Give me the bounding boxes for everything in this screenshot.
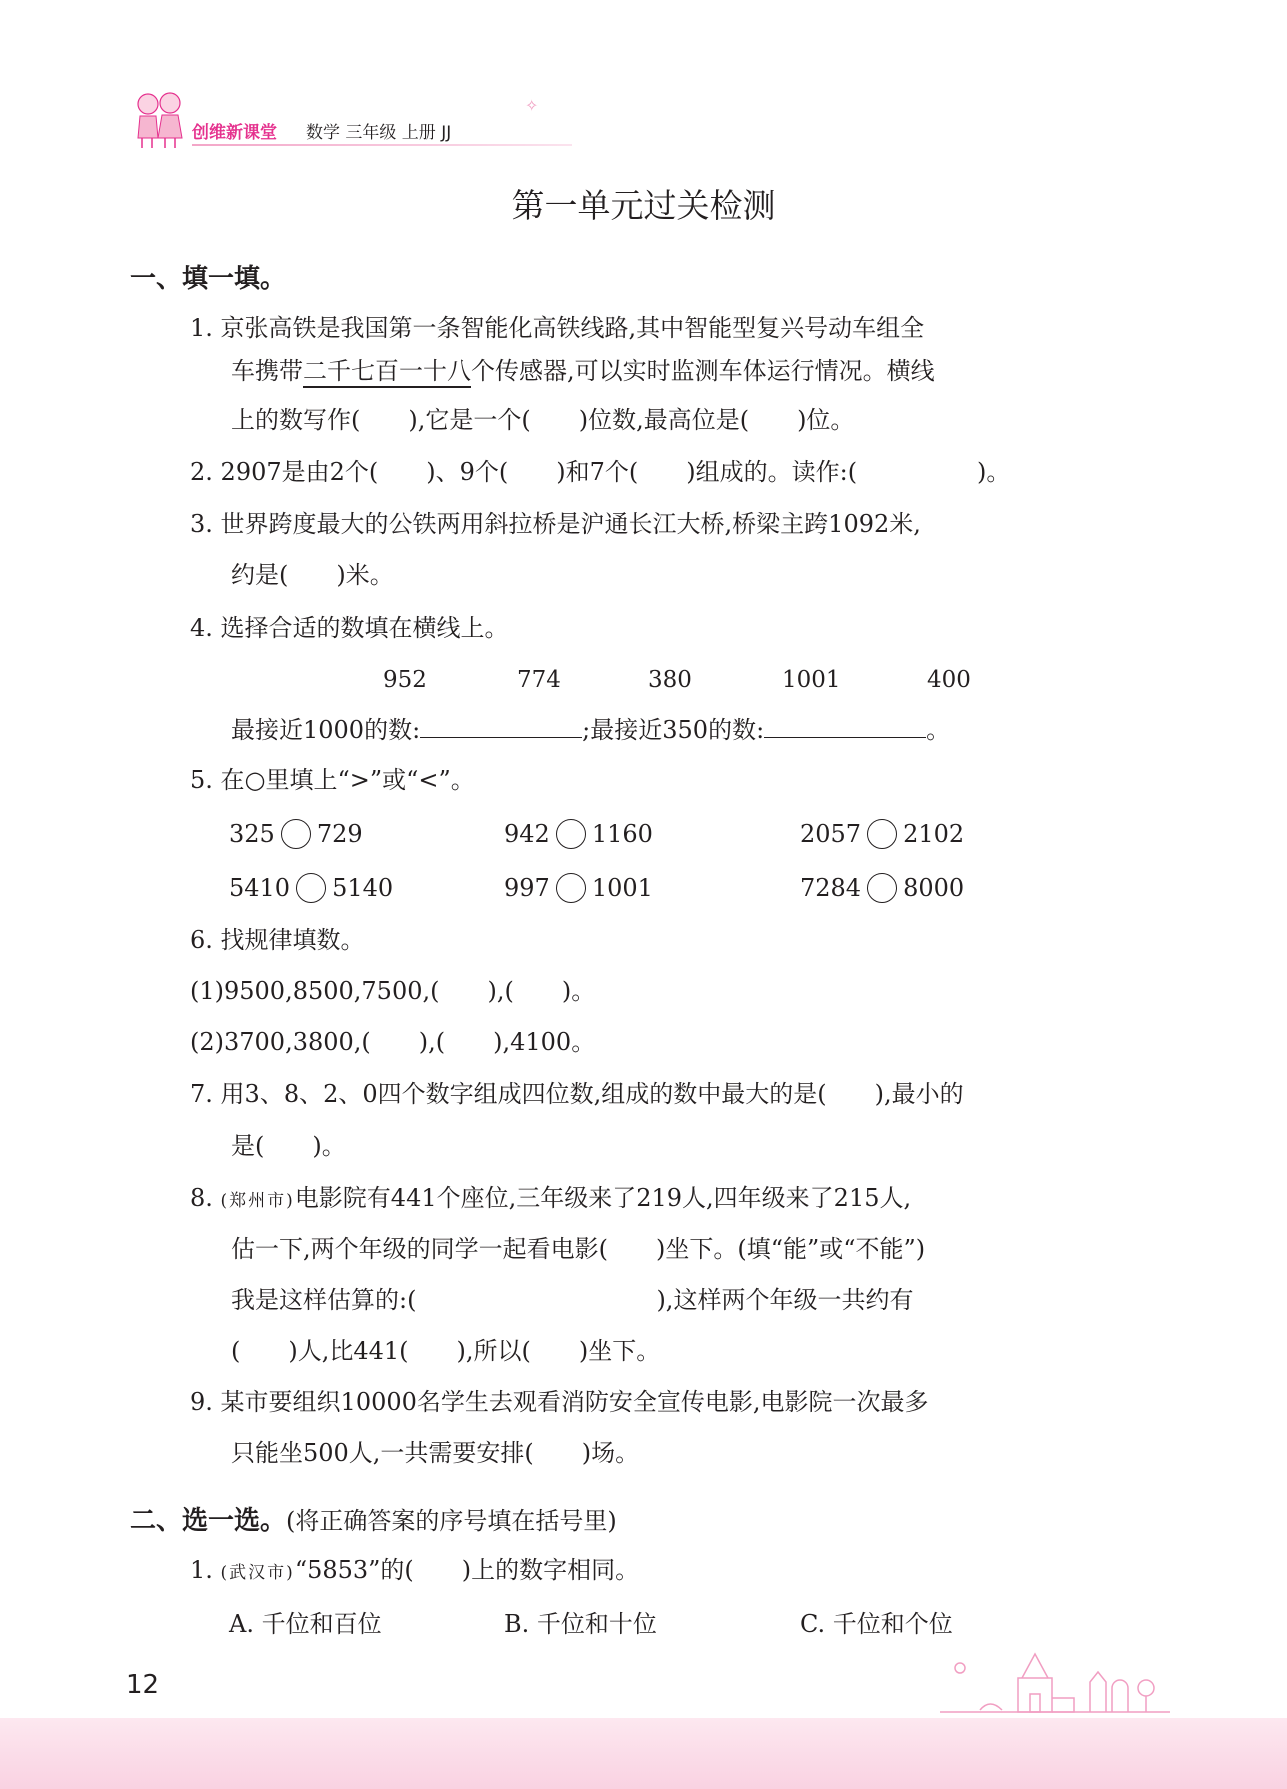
compare-pair [800, 818, 964, 851]
option-b[interactable]: B. 千位和十位 [504, 1610, 657, 1638]
compare-left: 5410 [229, 874, 291, 902]
compare-pair [229, 872, 393, 905]
compare-right: 5140 [332, 874, 394, 902]
section-note: (将正确答案的序号填在括号里) [286, 1507, 617, 1535]
question-text: 世界跨度最大的公铁两用斜拉桥是沪通长江大桥,桥梁主跨1092米, [220, 510, 921, 538]
question-6-sub-2: (2)3700,3800,( ),( ),4100。 [190, 1028, 596, 1056]
page-header [128, 86, 568, 150]
question-7-line-1 [190, 1078, 964, 1110]
compare-right: 8000 [903, 874, 965, 902]
question-8-line-3: 我是这样估算的:( ),这样两个年级一共约有 [231, 1286, 914, 1314]
question-6 [190, 924, 365, 956]
end-mark: 。 [926, 716, 951, 744]
question-4-fill-line [231, 714, 950, 746]
question-text: 电影院有441个座位,三年级来了219人,四年级来了215人, [294, 1184, 912, 1212]
section-heading-fill: 一、填一填。 [130, 264, 287, 294]
question-1-line-2 [231, 355, 935, 387]
compare-left: 325 [229, 820, 275, 848]
question-source: (郑州市) [220, 1191, 295, 1211]
compare-pair [800, 872, 964, 905]
question-1-line-1 [190, 312, 924, 344]
compare-right: 1001 [591, 874, 653, 902]
compare-circle[interactable] [556, 819, 586, 849]
number-option: 380 [648, 667, 692, 693]
compare-circle[interactable] [867, 819, 897, 849]
number-option: 400 [927, 667, 971, 693]
question-number: 6. [190, 926, 213, 954]
option-a[interactable]: A. 千位和百位 [229, 1610, 382, 1638]
question-number: 1. [190, 314, 213, 342]
kids-mascot-icon [128, 86, 192, 150]
compare-left: 942 [504, 820, 550, 848]
question-8-line-1 [190, 1182, 911, 1217]
question-1-line-3: 上的数写作( ),它是一个( )位数,最高位是( )位。 [231, 406, 855, 434]
question-number: 4. [190, 614, 213, 642]
question-text: 车携带 [231, 357, 303, 385]
question-text: 找规律填数。 [220, 926, 365, 954]
question-number: 5. [190, 766, 213, 794]
question-text: 2907是由2个( )、9个( )和7个( )组成的。读作:( )。 [220, 458, 1011, 486]
compare-pair [504, 872, 653, 905]
question-3-line-1 [190, 508, 921, 540]
answer-blank[interactable] [420, 715, 582, 738]
question-number: 3. [190, 510, 213, 538]
question-source: (武汉市) [220, 1563, 295, 1583]
question-5 [190, 764, 475, 796]
compare-left: 7284 [800, 874, 862, 902]
question-number: 8. [190, 1184, 213, 1212]
footer-band [0, 1718, 1287, 1789]
choice-question-1 [190, 1554, 639, 1589]
header-divider [192, 144, 572, 146]
question-text: 在○里填上“>”或“<”。 [220, 766, 475, 794]
compare-circle[interactable] [556, 873, 586, 903]
section-heading-text: 二、选一选。 [130, 1506, 287, 1536]
question-number: 9. [190, 1388, 213, 1416]
number-option: 774 [517, 667, 561, 693]
compare-circle[interactable] [296, 873, 326, 903]
compare-circle[interactable] [867, 873, 897, 903]
compare-pair [504, 818, 653, 851]
underlined-number-words: 二千七百一十八 [303, 357, 471, 388]
question-8-line-2: 估一下,两个年级的同学一起看电影( )坐下。(填“能”或“不能”) [231, 1235, 926, 1263]
question-text: “5853”的( )上的数字相同。 [294, 1556, 640, 1584]
section-heading-choose [130, 1500, 617, 1537]
question-6-sub-1: (1)9500,8500,7500,( ),( )。 [190, 977, 596, 1005]
question-number: 2. [190, 458, 213, 486]
question-8-line-4: ( )人,比441( ),所以( )坐下。 [231, 1337, 661, 1365]
compare-left: 997 [504, 874, 550, 902]
compare-circle[interactable] [281, 819, 311, 849]
question-7-line-2: 是( )。 [231, 1132, 346, 1160]
fill-label: 最接近350的数: [590, 716, 765, 744]
question-text: 选择合适的数填在横线上。 [220, 614, 509, 642]
compare-left: 2057 [800, 820, 862, 848]
question-text: 某市要组织10000名学生去观看消防安全宣传电影,电影院一次最多 [220, 1388, 929, 1416]
page-number: 12 [126, 1670, 160, 1700]
number-option: 1001 [782, 667, 841, 693]
question-9-line-1 [190, 1386, 929, 1418]
question-text: 用3、8、2、0四个数字组成四位数,组成的数中最大的是( ),最小的 [220, 1080, 964, 1108]
question-3-line-2: 约是( )米。 [231, 561, 394, 589]
number-option: 952 [383, 667, 427, 693]
question-number: 7. [190, 1080, 213, 1108]
fill-label: 最接近1000的数: [231, 716, 421, 744]
separator: ; [582, 716, 591, 744]
compare-right: 1160 [591, 820, 653, 848]
castle-decoration-icon [940, 1648, 1170, 1720]
question-text: 京张高铁是我国第一条智能化高铁线路,其中智能型复兴号动车组全 [220, 314, 925, 342]
compare-right: 729 [316, 820, 363, 848]
question-2 [190, 456, 1010, 488]
question-text: 个传感器,可以实时监测车体运行情况。横线 [471, 357, 935, 385]
question-4 [190, 612, 509, 644]
page-title: 第一单元过关检测 [511, 186, 776, 225]
sparkle-icon: ✧ [525, 96, 539, 115]
question-9-line-2: 只能坐500人,一共需要安排( )场。 [231, 1439, 640, 1467]
compare-right: 2102 [903, 820, 965, 848]
option-c[interactable]: C. 千位和个位 [800, 1610, 953, 1638]
subject-label: 数学 三年级 上册 JJ [306, 123, 452, 143]
question-number: 1. [190, 1556, 213, 1584]
answer-blank[interactable] [764, 715, 926, 738]
compare-pair [229, 818, 363, 851]
brand-name: 创维新课堂 [192, 123, 277, 143]
